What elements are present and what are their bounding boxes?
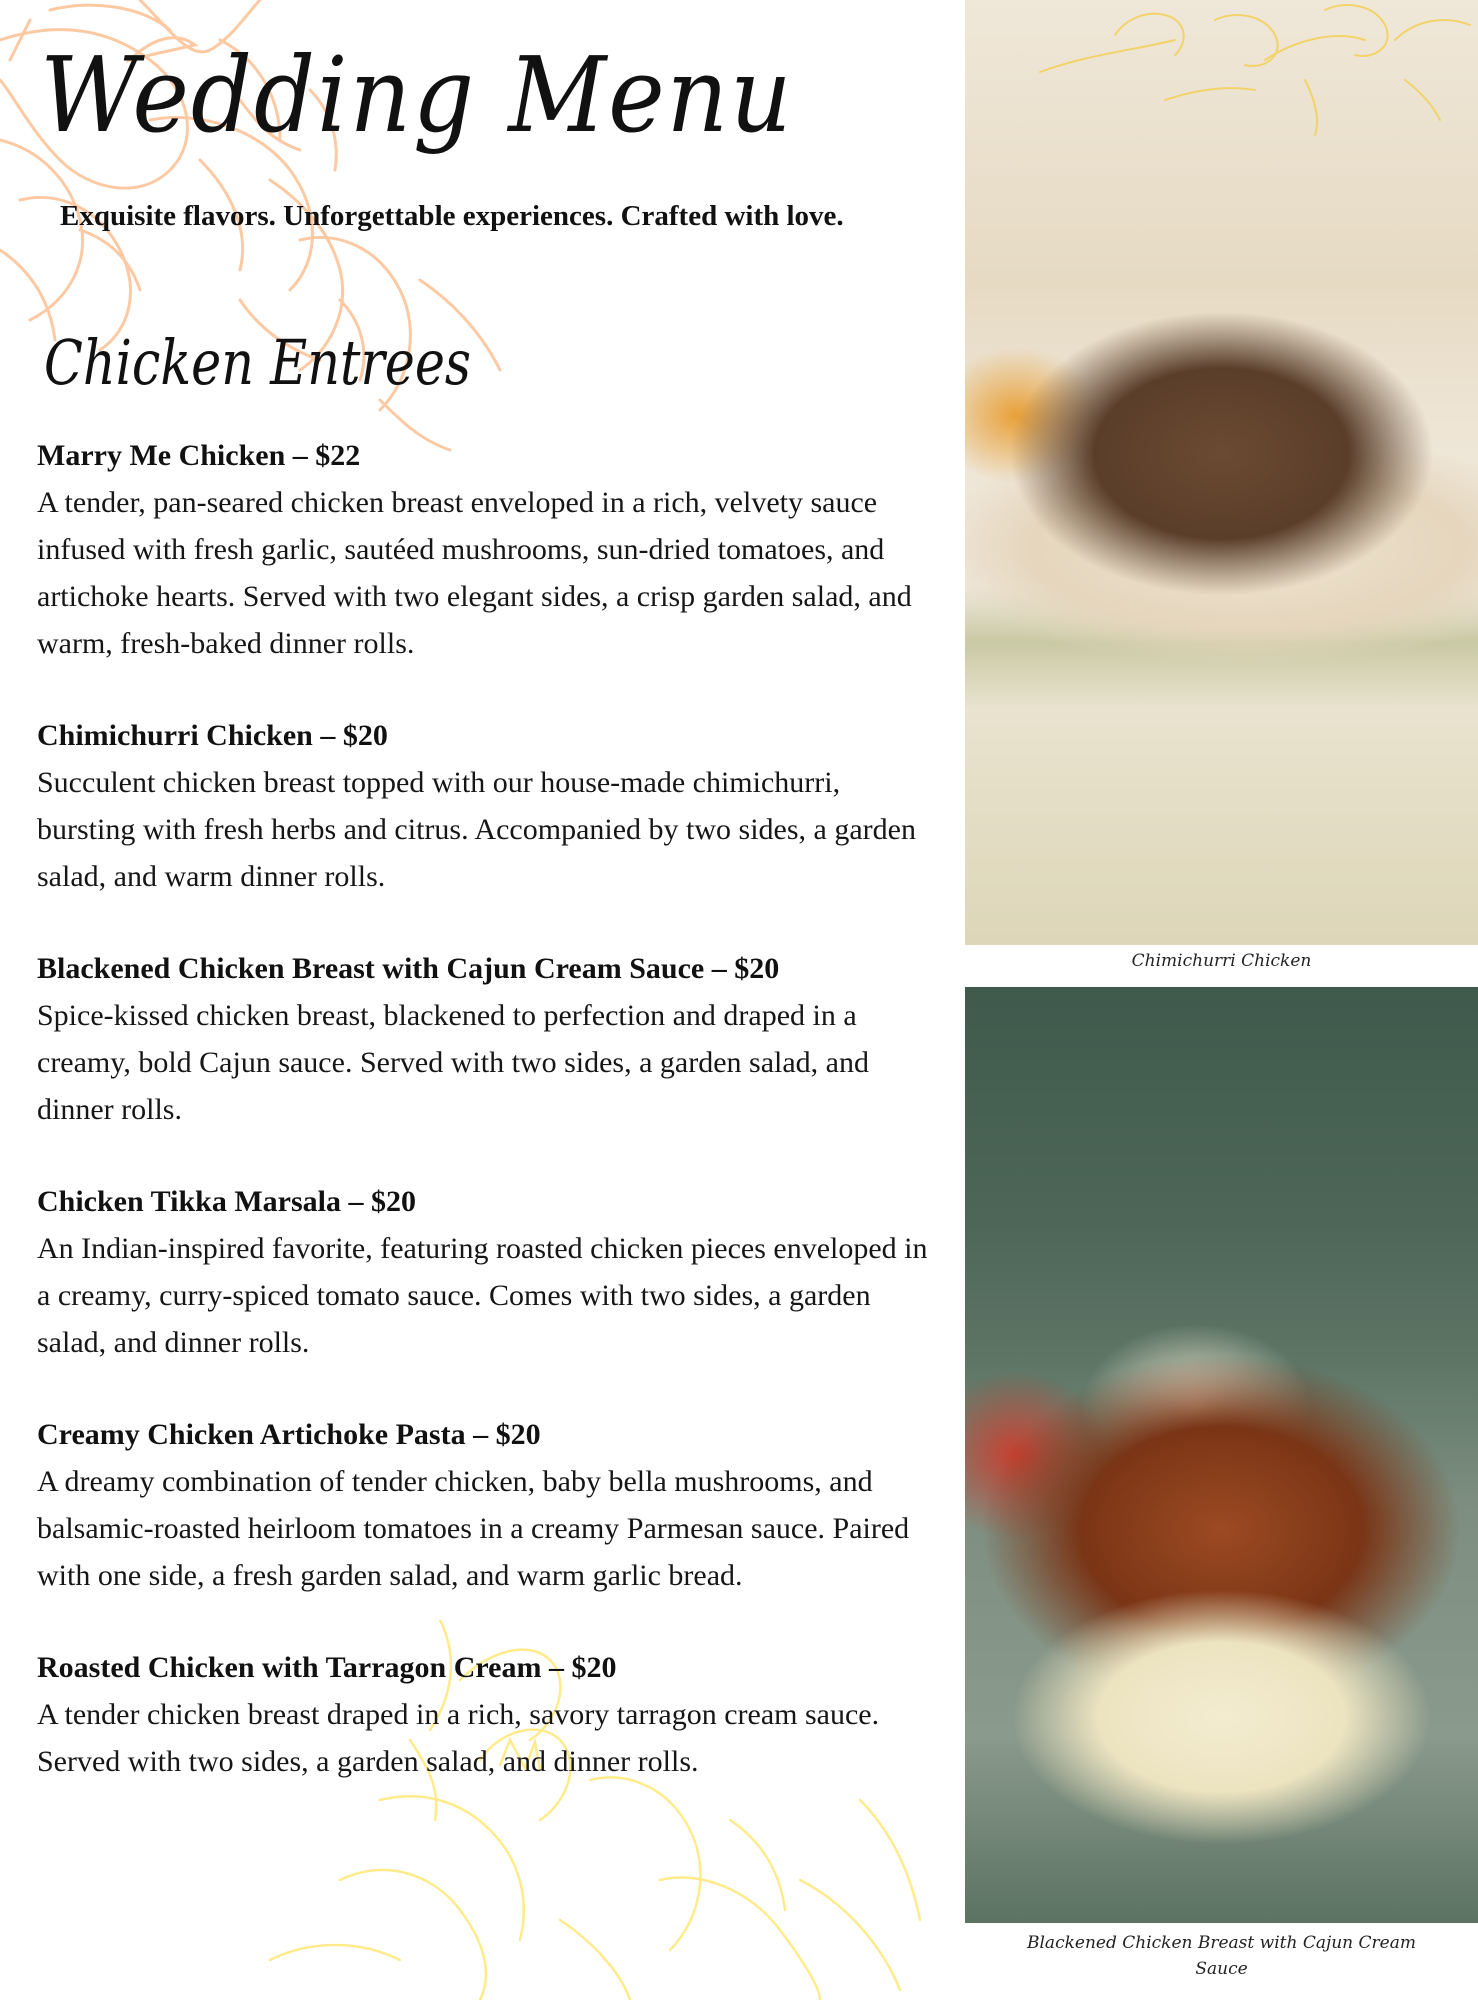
menu-item-description: A tender, pan-seared chicken breast enveloped in a rich, velvety sauce infused with fresh garlic, sautéed mushrooms, sun-dried tomatoes, and artichoke hearts. Served with two elegant sides, a crisp garden salad, and warm, fresh-baked dinner rolls. — [37, 486, 912, 660]
menu-item-description: An Indian-inspired favorite, featuring roasted chicken pieces enveloped in a creamy, curry-spiced tomato sauce. Comes with two sides, a garden salad, and dinner rolls. — [37, 1232, 928, 1359]
photo-caption: Chimichurri Chicken — [1131, 951, 1312, 971]
section-title: Chicken Entrees — [44, 326, 472, 399]
menu-item-description: A dreamy combination of tender chicken, baby bella mushrooms, and balsamic-roasted heirloom tomatoes in a creamy Parmesan sauce. Paired with one side, a fresh garden salad, and warm garlic bread. — [37, 1465, 910, 1592]
menu-item-chicken-tikka-marsala — [37, 1178, 937, 1366]
photo-column — [965, 0, 1478, 2000]
menu-item-roasted-chicken-tarragon — [37, 1644, 937, 1785]
menu-item-title: Chicken Tikka Marsala – $20 — [37, 1185, 416, 1218]
menu-item-title: Chimichurri Chicken – $20 — [37, 719, 388, 752]
menu-item-description: Spice-kissed chicken breast, blackened to perfection and draped in a creamy, bold Cajun sauce. Served with two sides, a garden salad, and dinner rolls. — [37, 999, 869, 1126]
blackened-chicken-photo — [965, 987, 1478, 1923]
menu-entries — [37, 432, 937, 1830]
menu-item-title: Roasted Chicken with Tarragon Cream – $20 — [37, 1651, 617, 1684]
gold-floral-overlay — [965, 0, 1478, 150]
menu-item-description: A tender chicken breast draped in a rich, savory tarragon cream sauce. Served with two sides, a garden salad, and dinner rolls. — [37, 1698, 880, 1778]
menu-item-title: Marry Me Chicken – $22 — [37, 439, 361, 472]
photo-caption: Blackened Chicken Breast with Cajun Cream Sauce — [1027, 1933, 1416, 1979]
menu-item-description: Succulent chicken breast topped with our house-made chimichurri, bursting with fresh herbs and citrus. Accompanied by two sides, a garden salad, and warm dinner rolls. — [37, 766, 916, 893]
menu-item-marry-me-chicken — [37, 432, 937, 667]
menu-item-blackened-chicken — [37, 945, 937, 1133]
page-title: Wedding Menu — [40, 34, 794, 156]
menu-item-title: Creamy Chicken Artichoke Pasta – $20 — [37, 1418, 541, 1451]
menu-item-title: Blackened Chicken Breast with Cajun Cream Sauce – $20 — [37, 952, 780, 985]
tagline: Exquisite flavors. Unforgettable experiences. Crafted with love. — [60, 200, 844, 232]
chimichurri-chicken-photo — [965, 0, 1478, 945]
menu-item-chimichurri-chicken — [37, 712, 937, 900]
menu-item-creamy-chicken-artichoke-pasta — [37, 1411, 937, 1599]
